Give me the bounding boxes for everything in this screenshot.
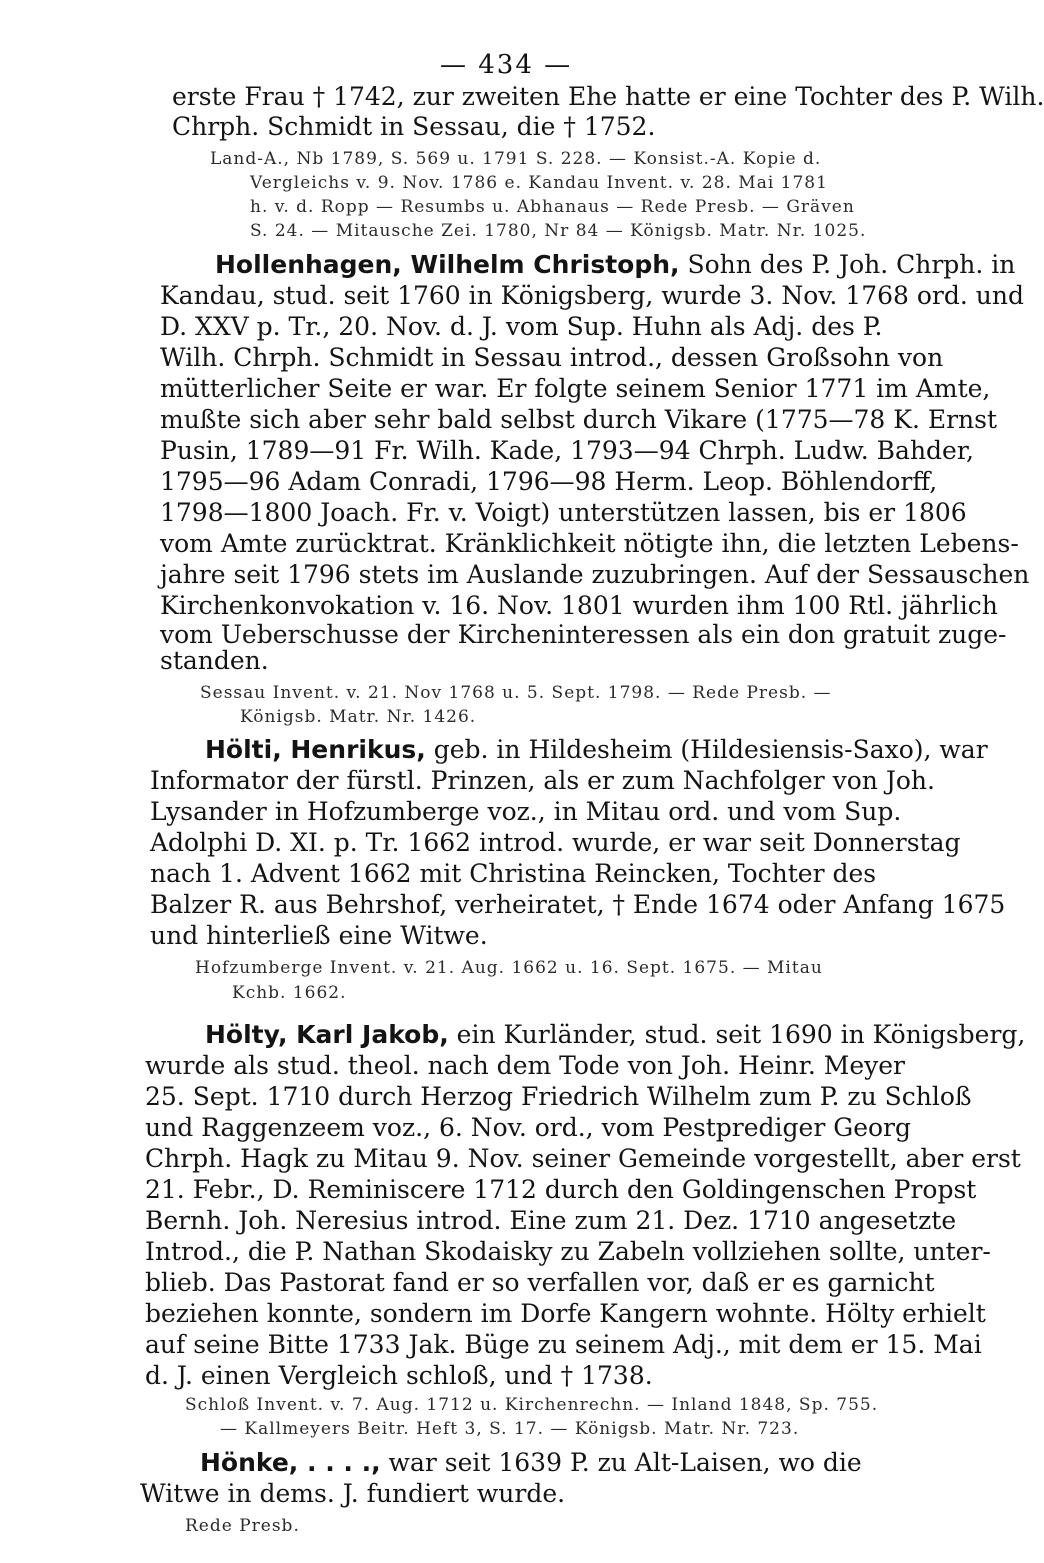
text-line: 1795—96 Adam Conradi, 1796—98 Herm. Leop. Böhlendorff, <box>160 467 938 496</box>
text-line: nach 1. Advent 1662 mit Christina Reincken, Tochter des <box>150 859 877 888</box>
text-line: Pusin, 1789—91 Fr. Wilh. Kade, 1793—94 Chrph. Ludw. Bahder, <box>160 436 975 465</box>
text-line: und hinterließ eine Witwe. <box>150 921 488 950</box>
reference-line: — Kallmeyers Beitr. Heft 3, S. 17. — Königsb. Matr. Nr. 723. <box>220 1419 800 1439</box>
entry-text: Sohn des P. Joh. Chrph. in <box>679 250 1016 279</box>
text-line: D. XXV p. Tr., 20. Nov. d. J. vom Sup. Huhn als Adj. des P. <box>160 312 883 341</box>
text-line: 25. Sept. 1710 durch Herzog Friedrich Wilhelm zum P. zu Schloß <box>145 1082 972 1111</box>
entry-text: war seit 1639 P. zu Alt-Laisen, wo die <box>380 1448 862 1477</box>
entry-first-line <box>205 735 988 766</box>
text-line: vom Ueberschusse der Kircheninteressen als ein don gratuit zuge- <box>160 620 1007 649</box>
text-line: Balzer R. aus Behrshof, verheiratet, † Ende 1674 oder Anfang 1675 <box>150 890 1006 919</box>
reference-line: Land-A., Nb 1789, S. 569 u. 1791 S. 228. — Konsist.-A. Kopie d. <box>210 149 822 169</box>
entry-name: Hölti, Henrikus, <box>205 735 426 764</box>
text-line: Wilh. Chrph. Schmidt in Sessau introd., dessen Großsohn von <box>160 343 944 372</box>
text-line: 1798—1800 Joach. Fr. v. Voigt) unterstützen lassen, bis er 1806 <box>160 498 967 527</box>
text-line: Witwe in dems. J. fundiert wurde. <box>140 1479 566 1508</box>
text-line: 21. Febr., D. Reminiscere 1712 durch den Goldingenschen Propst <box>145 1175 977 1204</box>
text-line: Chrph. Schmidt in Sessau, die † 1752. <box>172 112 656 141</box>
text-line: Adolphi D. XI. p. Tr. 1662 introd. wurde, er war seit Donnerstag <box>150 828 961 857</box>
text-line: mußte sich aber sehr bald selbst durch Vikare (1775—78 K. Ernst <box>160 405 998 434</box>
page-number: — 434 — <box>440 50 573 80</box>
reference-line: Rede Presb. <box>185 1516 300 1536</box>
text-line: Kandau, stud. seit 1760 in Königsberg, wurde 3. Nov. 1768 ord. und <box>160 281 1024 310</box>
entry-first-line <box>205 1020 1026 1051</box>
text-line: Informator der fürstl. Prinzen, als er zum Nachfolger von Joh. <box>150 766 935 795</box>
entry-name: Hönke, . . . ., <box>200 1448 381 1477</box>
text-line: standen. <box>160 646 269 675</box>
entry-first-line <box>200 1448 950 1479</box>
entry-name: Hölty, Karl Jakob, <box>205 1020 449 1049</box>
text-line: beziehen konnte, sondern im Dorfe Kangern wohnte. Hölty erhielt <box>145 1299 986 1328</box>
reference-line: Kchb. 1662. <box>232 983 347 1003</box>
text-line: und Raggenzeem voz., 6. Nov. ord., vom Pestprediger Georg <box>145 1113 911 1142</box>
text-line: erste Frau † 1742, zur zweiten Ehe hatte er eine Tochter des P. Wilh. <box>172 82 1044 111</box>
text-line: vom Amte zurücktrat. Kränklichkeit nötigte ihn, die letzten Lebens- <box>160 529 1019 558</box>
entry-name: Hollenhagen, Wilhelm Christoph, <box>215 250 680 279</box>
reference-line: Hofzumberge Invent. v. 21. Aug. 1662 u. 16. Sept. 1675. — Mitau <box>195 958 823 978</box>
entry-text: geb. in Hildesheim (Hildesiensis-Saxo), war <box>425 735 988 764</box>
text-line: auf seine Bitte 1733 Jak. Büge zu seinem Adj., mit dem er 15. Mai <box>145 1330 982 1359</box>
reference-line: Vergleichs v. 9. Nov. 1786 e. Kandau Invent. v. 28. Mai 1781 <box>250 173 828 193</box>
text-line: wurde als stud. theol. nach dem Tode von Joh. Heinr. Meyer <box>145 1051 906 1080</box>
text-line: Kirchenkonvokation v. 16. Nov. 1801 wurden ihm 100 Rtl. jährlich <box>160 591 998 620</box>
reference-line: S. 24. — Mitausche Zei. 1780, Nr 84 — Königsb. Matr. Nr. 1025. <box>250 221 867 241</box>
text-line: Chrph. Hagk zu Mitau 9. Nov. seiner Gemeinde vorgestellt, aber erst <box>145 1144 1021 1173</box>
entry-text: ein Kurländer, stud. seit 1690 in Königsberg, <box>448 1020 1026 1049</box>
reference-line: Schloß Invent. v. 7. Aug. 1712 u. Kirchenrechn. — Inland 1848, Sp. 755. <box>185 1395 879 1415</box>
text-line: blieb. Das Pastorat fand er so verfallen vor, daß er es garnicht <box>145 1268 935 1297</box>
text-line: Lysander in Hofzumberge voz., in Mitau ord. und vom Sup. <box>150 797 902 826</box>
text-line: d. J. einen Vergleich schloß, und † 1738. <box>145 1361 653 1390</box>
text-line: Introd., die P. Nathan Skodaisky zu Zabeln vollziehen sollte, unter- <box>145 1237 991 1266</box>
reference-line: h. v. d. Ropp — Resumbs u. Abhanaus — Rede Presb. — Gräven <box>250 197 855 217</box>
text-line: jahre seit 1796 stets im Auslande zuzubringen. Auf der Sessauschen <box>160 560 1030 589</box>
text-line: mütterlicher Seite er war. Er folgte seinem Senior 1771 im Amte, <box>160 374 991 403</box>
reference-line: Königsb. Matr. Nr. 1426. <box>240 707 477 727</box>
entry-first-line <box>215 250 1016 281</box>
reference-line: Sessau Invent. v. 21. Nov 1768 u. 5. Sept. 1798. — Rede Presb. — <box>200 683 832 703</box>
text-line: Bernh. Joh. Neresius introd. Eine zum 21. Dez. 1710 angesetzte <box>145 1206 957 1235</box>
